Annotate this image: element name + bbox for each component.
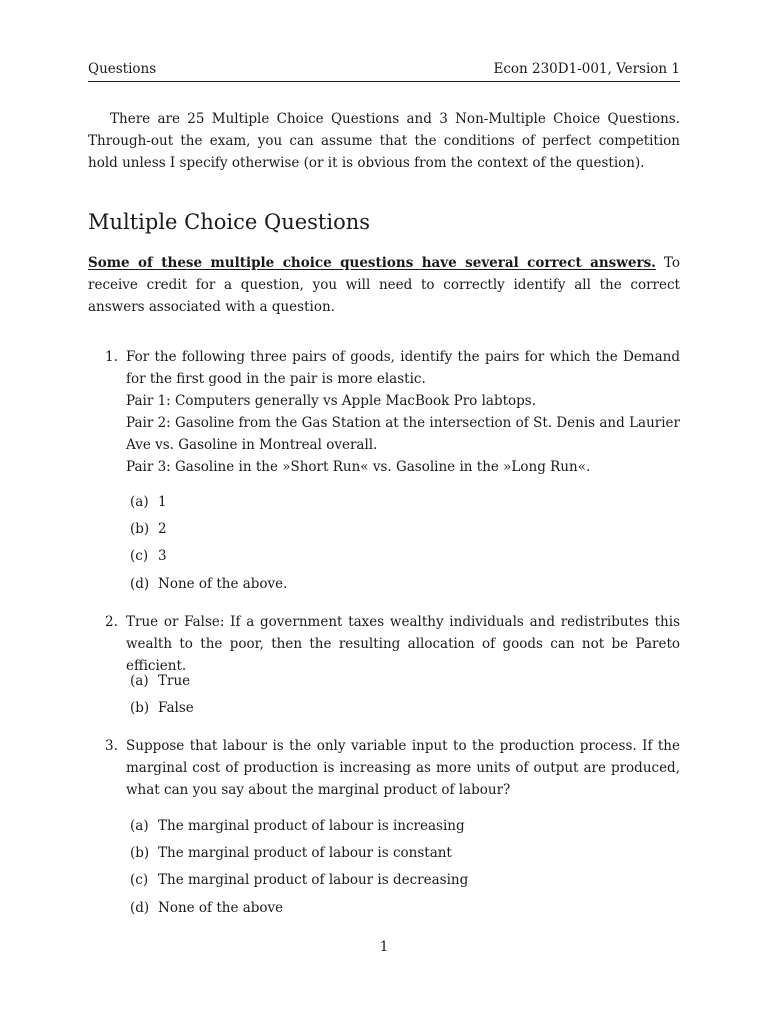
option-b[interactable]	[130, 518, 287, 545]
question-number: 3.	[105, 738, 118, 754]
option-text: The marginal product of labour is constant	[158, 845, 452, 862]
page-header	[88, 58, 680, 80]
question-pair-2: Pair 2: Gasoline from the Gas Station at the intersection of St. Denis and Laurier Ave vs. Gasoline in Montreal overall.	[126, 415, 680, 453]
question-stem: For the following three pairs of goods, identify the pairs for which the Demand for the first good in the pair is more elastic.	[126, 349, 680, 387]
option-label: (b)	[130, 521, 150, 538]
option-text: None of the above.	[158, 575, 288, 592]
option-text: 2	[158, 521, 167, 538]
option-text: False	[158, 700, 194, 717]
option-text: The marginal product of labour is decreasing	[158, 872, 469, 889]
option-label: (a)	[130, 673, 149, 689]
option-label: (d)	[130, 899, 150, 916]
header-course-version: Econ 230D1-001, Version 1	[493, 61, 680, 77]
question-text	[126, 611, 680, 677]
question-3-options	[130, 815, 468, 924]
instructions-note	[88, 252, 680, 318]
question-pair-1: Pair 1: Computers generally vs Apple MacBook Pro labtops.	[126, 393, 537, 409]
option-text: True	[158, 673, 191, 689]
instructions-emphasis: Some of these multiple choice questions have several correct answers.	[88, 255, 656, 271]
option-a[interactable]	[130, 670, 194, 697]
option-text: The marginal product of labour is increasing	[158, 818, 465, 834]
option-label: (c)	[130, 548, 149, 565]
option-text: 1	[158, 494, 167, 510]
question-number: 1.	[105, 349, 118, 365]
option-label: (b)	[130, 845, 150, 862]
question-text	[126, 735, 680, 801]
option-b[interactable]	[130, 697, 194, 724]
question-2-options	[130, 670, 194, 724]
option-c[interactable]	[130, 545, 287, 572]
question-text	[126, 346, 680, 478]
option-d[interactable]	[130, 897, 468, 924]
question-stem: True or False: If a government taxes wealthy individuals and redistributes this wealth to the poor, then the resulting allocation of goods can not be Pareto efficient.	[126, 614, 680, 674]
option-label: (b)	[130, 700, 150, 717]
question-2	[88, 611, 680, 677]
option-text: 3	[158, 548, 167, 565]
page-number: 1	[379, 939, 389, 955]
option-d[interactable]	[130, 573, 287, 600]
question-3	[88, 735, 680, 801]
question-1-options	[130, 491, 287, 600]
question-pair-3: Pair 3: Gasoline in the »Short Run« vs. Gasoline in the »Long Run«.	[126, 459, 591, 475]
question-1	[88, 346, 680, 478]
option-text: None of the above	[158, 899, 284, 916]
option-c[interactable]	[130, 869, 468, 896]
header-left-title: Questions	[88, 61, 157, 77]
section-title: Multiple Choice Questions	[88, 210, 371, 234]
question-stem: Suppose that labour is the only variable input to the production process. If the marginal cost of production is increasing as more units of output are produced, what can you say about the marginal product of labour?	[126, 738, 680, 798]
option-label: (a)	[130, 494, 149, 510]
option-a[interactable]	[130, 815, 468, 842]
header-divider	[88, 81, 680, 82]
option-label: (a)	[130, 818, 149, 834]
option-a[interactable]	[130, 491, 287, 518]
intro-paragraph: There are 25 Multiple Choice Questions and 3 Non-Multiple Choice Questions. Through-out the exam, you can assume that the conditions of perfect competition hold unless I specify otherwise (or it is obvious from the context of the question).	[88, 111, 680, 171]
question-number: 2.	[105, 614, 118, 630]
instructions-rest: To receive credit for a question, you will need to correctly identify all the correct answers associated with a question.	[88, 255, 680, 315]
option-label: (c)	[130, 872, 149, 889]
option-label: (d)	[130, 575, 150, 592]
option-b[interactable]	[130, 842, 468, 869]
